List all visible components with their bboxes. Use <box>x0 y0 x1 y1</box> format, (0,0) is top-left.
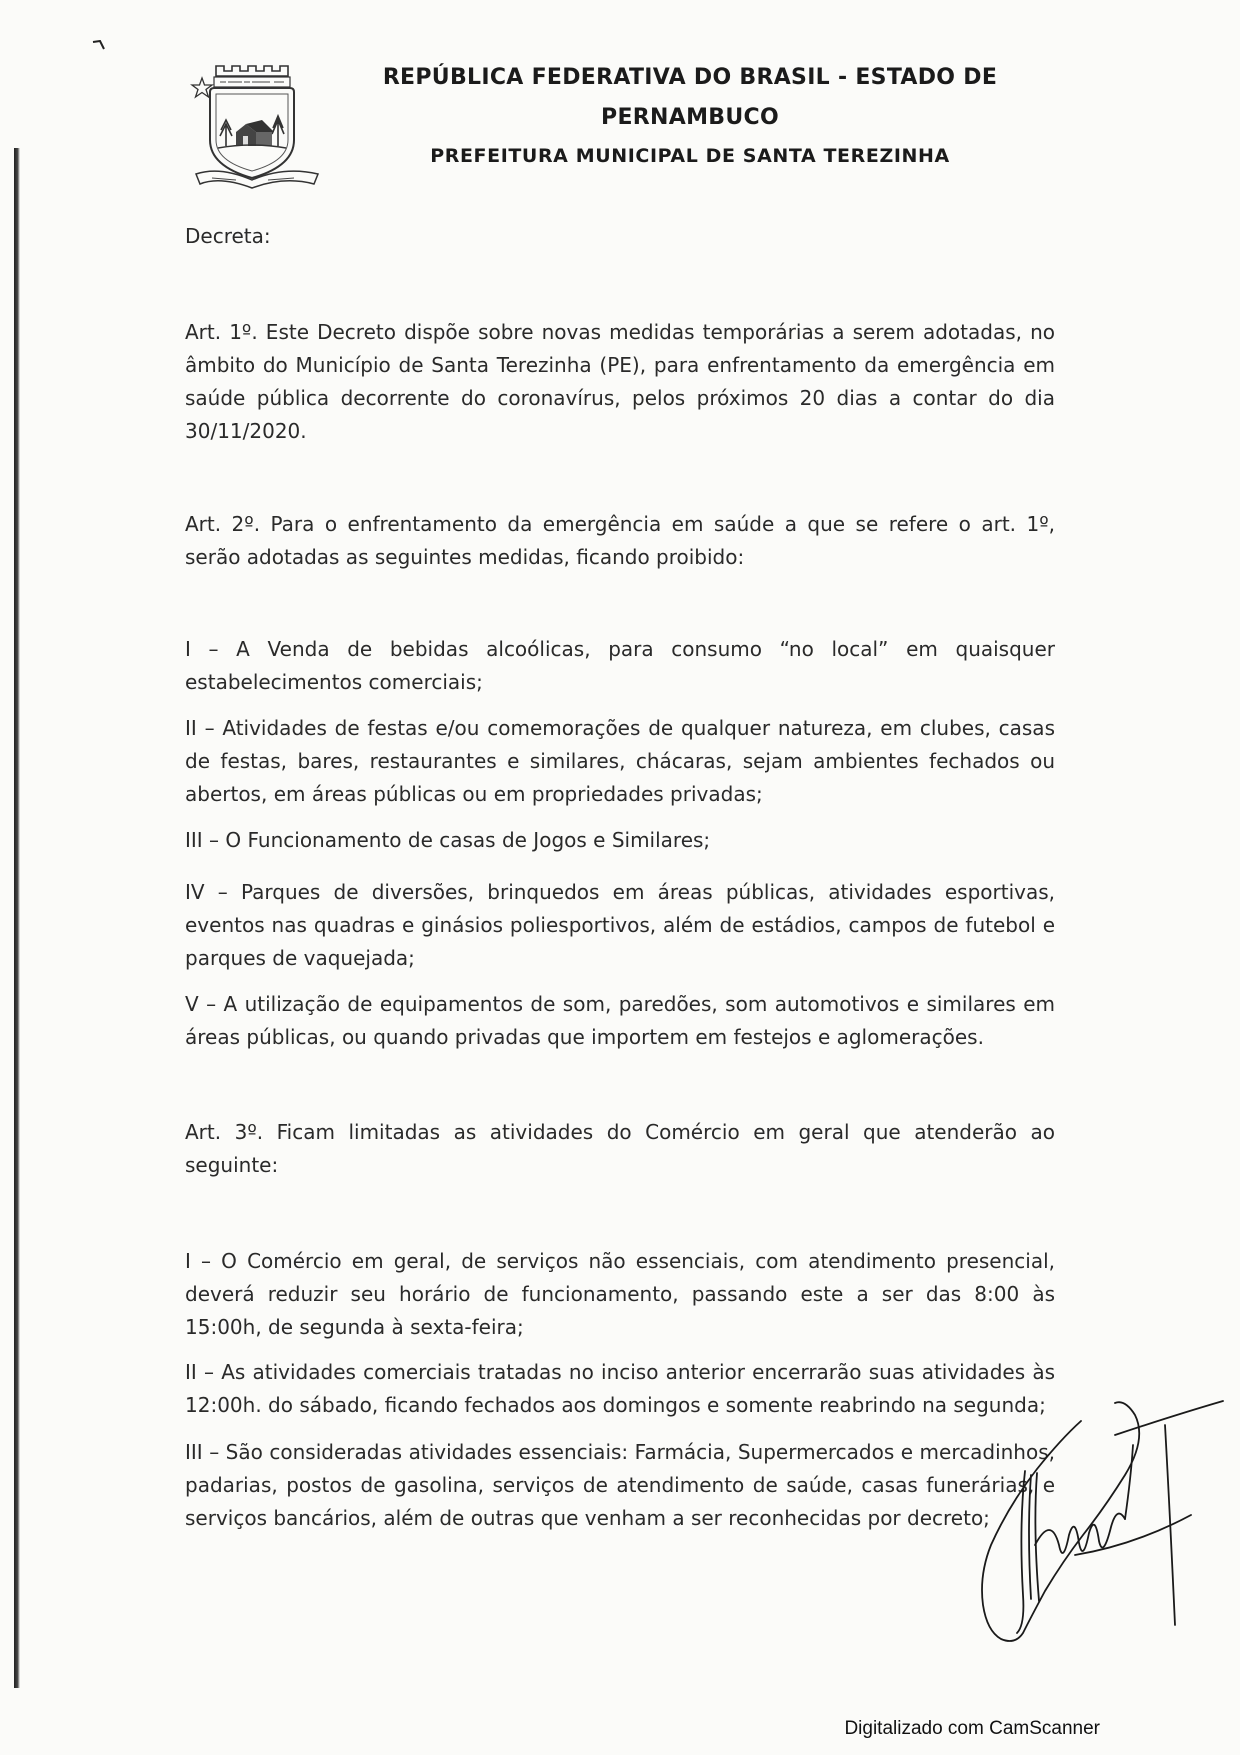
article-2-item-5: V – A utilização de equipamentos de som, paredões, som automotivos e similares em áreas públicas, ou quando privadas que importem em festejos e aglomerações. <box>185 992 1055 1049</box>
article-2: Art. 2º. Para o enfrentamento da emergência em saúde a que se refere o art. 1º, serão adotadas as seguintes medidas, ficando proibido: <box>185 512 1055 569</box>
scanner-watermark: Digitalizado com CamScanner <box>844 1718 1100 1739</box>
article-2-item-2: II – Atividades de festas e/ou comemorações de qualquer natureza, em clubes, casas de festas, bares, restaurantes e similares, chácaras, sejam ambientes fechados ou abertos, em áreas públicas ou em propriedades privadas; <box>185 716 1055 806</box>
document-header <box>340 58 1040 174</box>
decreta-label: Decreta: <box>185 224 271 248</box>
scan-speck <box>92 40 106 50</box>
header-line-state: PERNAMBUCO <box>601 105 779 130</box>
article-2-item-4: IV – Parques de diversões, brinquedos em áreas públicas, atividades esportivas, eventos nas quadras e ginásios poliesportivos, além de estádios, campos de futebol e parques de vaquejada; <box>185 880 1055 970</box>
header-line-prefecture: PREFEITURA MUNICIPAL DE SANTA TEREZINHA <box>430 145 950 167</box>
article-3-item-2: II – As atividades comerciais tratadas no inciso anterior encerrarão suas atividades às 12:00h. do sábado, ficando fechados aos domingos e somente reabrindo na segunda; <box>185 1360 1055 1417</box>
scan-edge-shadow <box>14 148 20 1688</box>
article-1: Art. 1º. Este Decreto dispõe sobre novas medidas temporárias a serem adotadas, no âmbito do Município de Santa Terezinha (PE), para enfrentamento da emergência em saúde pública decorrente do coronavírus, pelos próximos 20 dias a contar do dia 30/11/2020. <box>185 320 1055 443</box>
municipal-crest-logo <box>190 62 325 190</box>
article-3-item-3: III – São consideradas atividades essenciais: Farmácia, Supermercados e mercadinhos, padarias, postos de gasolina, serviços de atendimento de saúde, casas funerárias, e serviços bancários, além de outras que venham a ser reconhecidas por decreto; <box>185 1440 1055 1530</box>
article-3-item-1: I – O Comércio em geral, de serviços não essenciais, com atendimento presencial, deverá reduzir seu horário de funcionamento, passando este a ser das 8:00 às 15:00h, de segunda à sexta-feira; <box>185 1249 1055 1339</box>
article-2-item-1: I – A Venda de bebidas alcoólicas, para consumo “no local” em quaisquer estabelecimentos comerciais; <box>185 637 1055 694</box>
article-3: Art. 3º. Ficam limitadas as atividades do Comércio em geral que atenderão ao seguinte: <box>185 1120 1055 1177</box>
article-2-item-3: III – O Funcionamento de casas de Jogos e Similares; <box>185 828 711 852</box>
handwritten-signature <box>965 1395 1230 1650</box>
header-line-republic: REPÚBLICA FEDERATIVA DO BRASIL - ESTADO DE <box>382 65 998 90</box>
